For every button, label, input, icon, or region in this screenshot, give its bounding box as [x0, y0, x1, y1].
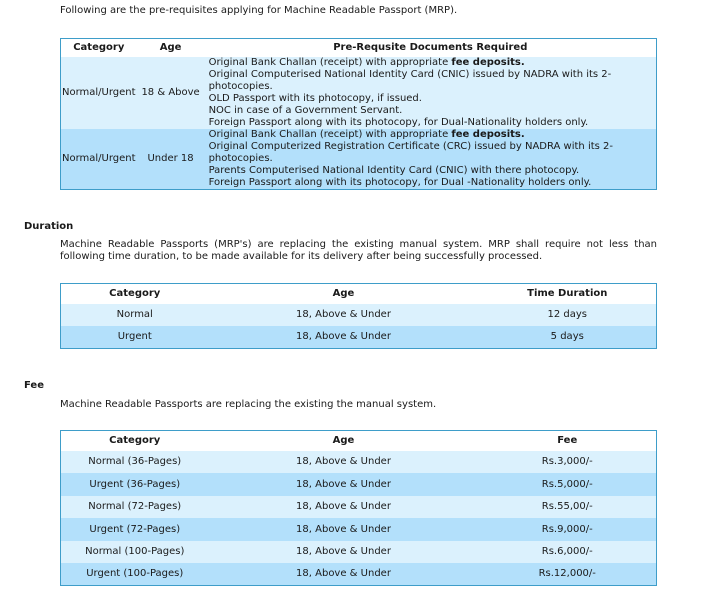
col-header-time-duration: Time Duration [479, 284, 657, 304]
fee-cell: Rs.5,000/- [479, 473, 657, 496]
category-cell: Normal (36-Pages) [61, 451, 209, 473]
documents-cell [205, 129, 657, 190]
table-header-row [61, 284, 657, 304]
col-header-age: Age [209, 431, 479, 451]
table-row [61, 518, 657, 541]
category-cell: Normal [61, 304, 209, 326]
fee-cell: Rs.9,000/- [479, 518, 657, 541]
col-header-age: Age [209, 284, 479, 304]
table-row [61, 326, 657, 349]
category-cell: Normal/Urgent [61, 57, 137, 129]
document-line: OLD Passport with its photocopy, if issued. [208, 92, 422, 104]
document-line: Foreign Passport along with its photocopy, for Dual-Nationality holders only. [208, 116, 589, 128]
table-row [61, 496, 657, 518]
age-cell: 18, Above & Under [209, 304, 479, 326]
age-cell: 18, Above & Under [209, 451, 479, 473]
col-header-category: Category [61, 39, 137, 57]
age-cell: 18 & Above [137, 57, 205, 129]
duration-heading: Duration [24, 221, 74, 232]
duration-cell: 5 days [479, 326, 657, 349]
fee-cell: Rs.12,000/- [479, 563, 657, 586]
document-line: Original Bank Challan (receipt) with appropriate fee deposits. [208, 56, 525, 68]
duration-description: Machine Readable Passports (MRP's) are replacing the existing manual system. MRP shall require not less than following time duration, to be made available for its delivery after being successfully processed. [60, 239, 657, 262]
category-cell: Urgent (72-Pages) [61, 518, 209, 541]
category-cell: Urgent (100-Pages) [61, 563, 209, 586]
category-cell: Normal (100-Pages) [61, 541, 209, 563]
fee-heading: Fee [24, 380, 44, 391]
fee-table [60, 430, 657, 586]
age-cell: 18, Above & Under [209, 563, 479, 586]
document-line: Original Computerized Registration Certificate (CRC) issued by NADRA with its 2-photocopies. [208, 140, 614, 164]
documents-cell [205, 57, 657, 129]
age-cell: 18, Above & Under [209, 541, 479, 563]
table-row [61, 304, 657, 326]
col-header-category: Category [61, 284, 209, 304]
age-cell: Under 18 [137, 129, 205, 190]
col-header-category: Category [61, 431, 209, 451]
table-row [61, 129, 657, 190]
age-cell: 18, Above & Under [209, 496, 479, 518]
table-row [61, 57, 657, 129]
document-line: Foreign Passport along with its photocopy, for Dual -Nationality holders only. [208, 176, 592, 188]
table-header-row [61, 431, 657, 451]
document-line: Original Computerised National Identity Card (CNIC) issued by NADRA with its 2-photocopies. [208, 68, 612, 92]
prerequisites-table [60, 38, 657, 190]
category-cell: Normal (72-Pages) [61, 496, 209, 518]
fee-cell: Rs.3,000/- [479, 451, 657, 473]
col-header-documents: Pre-Requsite Documents Required [205, 39, 657, 57]
intro-text: Following are the pre-requisites applying for Machine Readable Passport (MRP). [60, 5, 458, 16]
table-row [61, 563, 657, 586]
category-cell: Urgent (36-Pages) [61, 473, 209, 496]
category-cell: Normal/Urgent [61, 129, 137, 190]
table-row [61, 541, 657, 563]
col-header-fee: Fee [479, 431, 657, 451]
category-cell: Urgent [61, 326, 209, 349]
table-header-row [61, 39, 657, 57]
fee-cell: Rs.6,000/- [479, 541, 657, 563]
age-cell: 18, Above & Under [209, 326, 479, 349]
document-line: Parents Computerised National Identity Card (CNIC) with there photocopy. [208, 164, 580, 176]
fee-cell: Rs.55,00/- [479, 496, 657, 518]
document-line: NOC in case of a Government Servant. [208, 104, 403, 116]
fee-description: Machine Readable Passports are replacing the existing the manual system. [60, 399, 437, 410]
duration-table [60, 283, 657, 349]
age-cell: 18, Above & Under [209, 473, 479, 496]
document-line: Original Bank Challan (receipt) with appropriate fee deposits. [208, 128, 525, 140]
table-row [61, 451, 657, 473]
duration-cell: 12 days [479, 304, 657, 326]
col-header-age: Age [137, 39, 205, 57]
table-row [61, 473, 657, 496]
age-cell: 18, Above & Under [209, 518, 479, 541]
